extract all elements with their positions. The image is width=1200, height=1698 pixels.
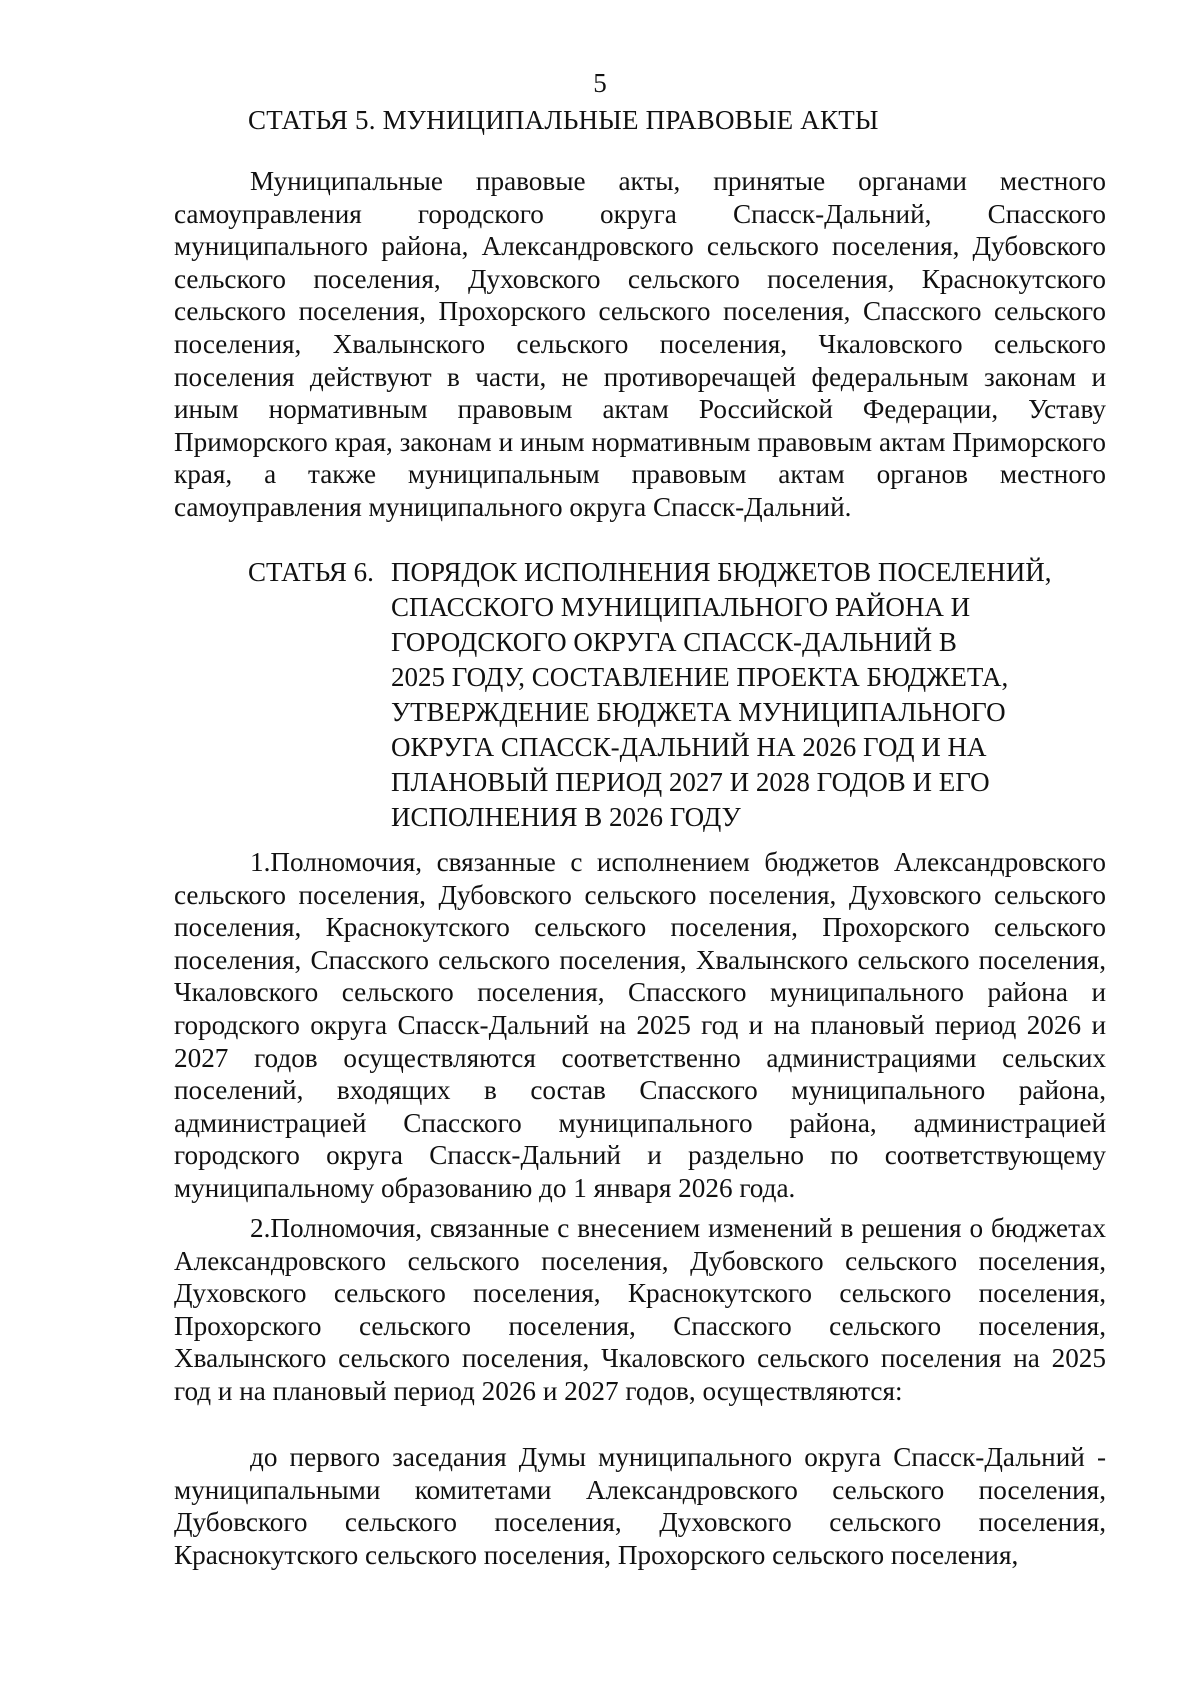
article-6-heading-text: ПОРЯДОК ИСПОЛНЕНИЯ БЮДЖЕТОВ ПОСЕЛЕНИЙ, <box>391 557 1052 587</box>
article-6-heading-line-6: ОКРУГА СПАСCК-ДАЛЬНИЙ НА 2026 ГОД И НА <box>391 732 987 762</box>
article-6-heading-line-4: 2025 ГОДУ, СОСТАВЛЕНИЕ ПРОЕКТА БЮДЖЕТА, <box>391 662 1009 692</box>
article-6-paragraph-2: 2.Полномочия, связанные с внесением изменений в решения о бюджетах Александровского сельского поселения, Дубовского сельского поселения, Духовского сельского поселения, Краснокутского сельского поселения, Прохорского сельского поселения, Спасского сельского поселения, Хвалынского сельского поселения, Чкаловского сельского поселения на 2025 год и на плановый период 2026 и 2027 годов, осуществляются: <box>174 1213 1106 1406</box>
article-6-paragraph-3: до первого заседания Думы муниципального округа Спасск-Дальний - муниципальными комитетами Александровского сельского поселения, Дубовского сельского поселения, Духовского сельского поселения, Краснокутского сельского поселения, Прохорского сельского поселения, <box>174 1442 1106 1570</box>
article-6-heading-line-2: СПАССКОГО МУНИЦИПАЛЬНОГО РАЙОНА И <box>391 592 971 622</box>
article-5-paragraph: Муниципальные правовые акты, принятые органами местного самоуправления городского округа Спасск-Дальний, Спасского муниципального района, Александровского сельского поселения, Дубовского сельского поселения, Духовского сельского поселения, Краснокутского сельского поселения, Прохорского сельского поселения, Спасского сельского поселения, Хвалынского сельского поселения, Чкаловского сельского поселения действуют в части, не противоречащей федеральным законам и иным нормативным правовым актам Российской Федерации, Уставу Приморского края, законам и иным нормативным правовым актам Приморского края, а также муниципальным правовым актам органов местного самоуправления муниципального округа Спасск-Дальний. <box>174 166 1106 522</box>
article-6-heading-line-7: ПЛАНОВЫЙ ПЕРИОД 2027 И 2028 ГОДОВ И ЕГО <box>391 767 990 797</box>
article-6-paragraph-1: 1.Полномочия, связанные с исполнением бюджетов Александровского сельского поселения, Дубовского сельского поселения, Духовского сельского поселения, Краснокутского сельского поселения, Прохорского сельского поселения, Спасского сельского поселения, Хвалынского сельского поселения, Чкаловского сельского поселения, Спасского муниципального района и городского округа Спасск-Дальний на 2025 год и на плановый период 2026 и 2027 годов осуществляются соответственно администрациями сельских поселений, входящих в состав Спасского муниципального района, администрацией Спасского муниципального района, администрацией городского округа Спасск-Дальний и раздельно по соответствующему муниципальному образованию до 1 января 2026 года. <box>174 847 1106 1203</box>
article-6-heading-line-3: ГОРОДСКОГО ОКРУГА СПАСCК-ДАЛЬНИЙ В <box>391 627 957 657</box>
article-5-heading: СТАТЬЯ 5. МУНИЦИПАЛЬНЫЕ ПРАВОВЫЕ АКТЫ <box>248 105 879 135</box>
article-6-heading-prefix: СТАТЬЯ 6. <box>248 557 374 587</box>
article-6-heading-line-1 <box>248 555 1051 590</box>
article-6-heading-line-5: УТВЕРЖДЕНИЕ БЮДЖЕТА МУНИЦИПАЛЬНОГО <box>391 697 1006 727</box>
article-6-heading <box>248 555 1051 835</box>
article-6-heading-line-8: ИСПОЛНЕНИЯ В 2026 ГОДУ <box>391 802 741 832</box>
page-number: 5 <box>593 68 607 98</box>
